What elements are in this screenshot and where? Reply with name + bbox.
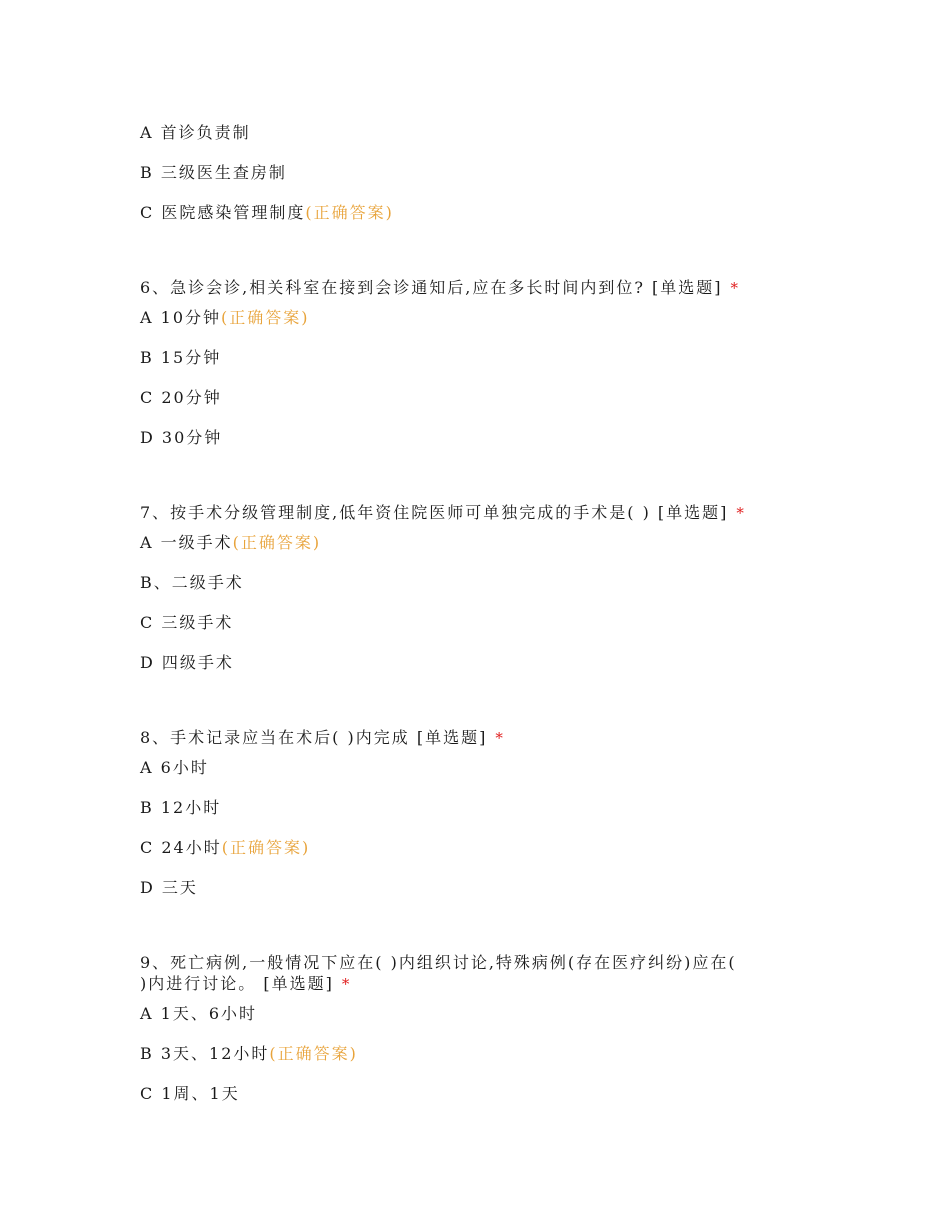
option-text: A 一级手术 — [140, 533, 233, 552]
question-8-title — [140, 728, 505, 748]
correct-answer-tag: (正确答案) — [305, 203, 394, 222]
option-text: A 1天、6小时 — [140, 1004, 258, 1023]
question-text: 6、急诊会诊,相关科室在接到会诊通知后,应在多长时间内到位? [单选题] — [140, 278, 723, 297]
option-text: B、二级手术 — [140, 573, 244, 592]
q5-option-b — [140, 163, 287, 183]
q9-option-c — [140, 1084, 240, 1104]
q7-option-b — [140, 573, 244, 593]
option-text: C 医院感染管理制度 — [140, 203, 306, 222]
required-mark: * — [736, 504, 746, 522]
option-text: B 三级医生查房制 — [140, 163, 287, 182]
q8-option-b — [140, 798, 221, 818]
option-text: D 三天 — [140, 878, 198, 897]
option-text: C 24小时 — [140, 838, 222, 857]
question-6-title — [140, 278, 740, 298]
question-7-title — [140, 503, 746, 523]
option-text: A 首诊负责制 — [140, 123, 251, 142]
question-9-title-line2 — [140, 974, 351, 994]
required-mark: * — [341, 975, 352, 993]
q7-option-a — [140, 533, 321, 553]
question-text: 8、手术记录应当在术后( )内完成 [单选题] — [140, 728, 488, 747]
option-text: D 四级手术 — [140, 653, 234, 672]
option-text: A 10分钟 — [140, 308, 222, 327]
required-mark: * — [495, 729, 505, 747]
option-text: D 30分钟 — [140, 428, 223, 447]
q5-option-a — [140, 123, 251, 143]
question-9-title-line1 — [140, 953, 737, 973]
q9-option-b — [140, 1044, 358, 1064]
q7-option-c — [140, 613, 233, 633]
option-text: B 15分钟 — [140, 348, 222, 367]
q9-option-a — [140, 1004, 257, 1024]
q6-option-b — [140, 348, 221, 368]
question-text: )内进行讨论。 [单选题] — [140, 974, 334, 993]
correct-answer-tag: (正确答案) — [221, 308, 310, 327]
required-mark: * — [730, 279, 741, 297]
option-text: B 3天、12小时 — [140, 1044, 270, 1063]
option-text: B 12小时 — [140, 798, 222, 817]
q8-option-d — [140, 878, 198, 898]
option-text: A 6小时 — [140, 758, 209, 777]
question-text: 7、按手术分级管理制度,低年资住院医师可单独完成的手术是( ) [单选题] — [140, 503, 729, 522]
correct-answer-tag: (正确答案) — [232, 533, 322, 552]
correct-answer-tag: (正确答案) — [269, 1044, 358, 1063]
q6-option-a — [140, 308, 310, 328]
option-text: C 三级手术 — [140, 613, 234, 632]
q5-option-c — [140, 203, 394, 223]
q8-option-c — [140, 838, 310, 858]
option-text: C 20分钟 — [140, 388, 222, 407]
question-text: 9、死亡病例,一般情况下应在( )内组织讨论,特殊病例(存在医疗纠纷)应在( — [140, 953, 737, 972]
option-text: C 1周、1天 — [140, 1084, 240, 1103]
correct-answer-tag: (正确答案) — [221, 838, 311, 857]
q6-option-d — [140, 428, 222, 448]
q8-option-a — [140, 758, 209, 778]
q6-option-c — [140, 388, 222, 408]
q7-option-d — [140, 653, 234, 673]
